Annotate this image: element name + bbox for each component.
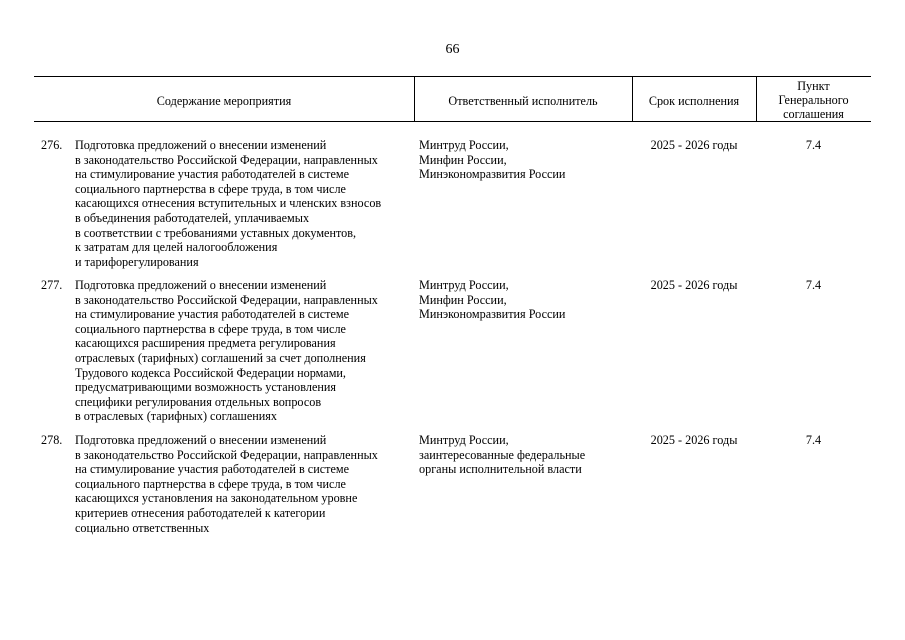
row-deadline: 2025 - 2026 годы xyxy=(650,278,738,292)
executor-line: Минтруд России, xyxy=(419,433,509,447)
header-bottom-rule xyxy=(34,121,871,122)
content-line: в законодательство Российской Федерации, направленных xyxy=(75,292,378,307)
row-clause: 7.4 xyxy=(805,138,822,152)
content-line: Подготовка предложений о внесении изменений xyxy=(75,433,327,447)
content-line: социально ответственных xyxy=(75,520,210,535)
page-number: 66 xyxy=(445,42,460,57)
content-line: социального партнерства в сфере труда, в том числе xyxy=(75,476,346,491)
content-line: Трудового кодекса Российской Федерации нормами, xyxy=(75,365,346,380)
content-line: Подготовка предложений о внесении изменений xyxy=(75,138,327,152)
content-line: в законодательство Российской Федерации, направленных xyxy=(75,152,378,167)
content-line: касающихся установления на законодательном уровне xyxy=(75,491,358,506)
header-clause-line: соглашения xyxy=(783,107,844,121)
row-content xyxy=(75,138,410,269)
content-line: социального партнерства в сфере труда, в том числе xyxy=(75,181,346,196)
executor-line: органы исполнительной власти xyxy=(419,462,582,477)
row-deadline: 2025 - 2026 годы xyxy=(650,433,738,447)
executor-line: Минфин России, xyxy=(419,152,507,167)
header-clause-label xyxy=(756,79,871,121)
content-line: и тарифорегулирования xyxy=(75,254,199,269)
content-line: в соответствии с требованиями уставных документов, xyxy=(75,225,357,240)
content-line: в объединения работодателей, уплачиваемых xyxy=(75,210,310,225)
executor-line: Минтруд России, xyxy=(419,278,509,292)
row-executor xyxy=(419,278,624,322)
row-deadline: 2025 - 2026 годы xyxy=(650,138,738,152)
row-executor xyxy=(419,433,624,477)
row-clause: 7.4 xyxy=(805,433,822,447)
content-line: на стимулирование участия работодателей в системе xyxy=(75,307,349,322)
row-clause: 7.4 xyxy=(805,278,822,292)
executor-line: Минэкономразвития России xyxy=(419,167,566,182)
header-clause-line: Генерального xyxy=(778,93,849,107)
content-line: предусматривающими возможность установления xyxy=(75,380,337,395)
header-executor-label: Ответственный исполнитель xyxy=(448,94,598,108)
row-content xyxy=(75,433,410,535)
header-deadline-label: Срок исполнения xyxy=(648,94,740,108)
header-top-rule xyxy=(34,76,871,77)
content-line: на стимулирование участия работодателей в системе xyxy=(75,462,349,477)
content-line: на стимулирование участия работодателей в системе xyxy=(75,167,349,182)
content-line: критериев отнесения работодателей к категории xyxy=(75,505,326,520)
executor-line: Минэкономразвития России xyxy=(419,307,566,322)
content-line: отраслевых (тарифных) соглашений за счет дополнения xyxy=(75,350,366,365)
header-clause-line: Пункт xyxy=(797,79,830,93)
executor-line: Минфин России, xyxy=(419,292,507,307)
content-line: в отраслевых (тарифных) соглашениях xyxy=(75,409,277,424)
row-number: 276. xyxy=(41,138,63,152)
content-line: в законодательство Российской Федерации, направленных xyxy=(75,447,378,462)
content-line: Подготовка предложений о внесении изменений xyxy=(75,278,327,292)
content-line: социального партнерства в сфере труда, в том числе xyxy=(75,321,346,336)
executor-line: Минтруд России, xyxy=(419,138,509,152)
executor-line: заинтересованные федеральные xyxy=(419,447,586,462)
row-executor xyxy=(419,138,624,182)
content-line: касающихся расширения предмета регулирования xyxy=(75,336,336,351)
row-content xyxy=(75,278,410,424)
content-line: касающихся отнесения вступительных и членских взносов xyxy=(75,196,382,211)
content-line: специфики регулирования отдельных вопросов xyxy=(75,394,322,409)
content-line: к затратам для целей налогообложения xyxy=(75,240,278,255)
row-number: 277. xyxy=(41,278,63,292)
row-number: 278. xyxy=(41,433,63,447)
header-content-label: Содержание мероприятия xyxy=(156,94,292,108)
